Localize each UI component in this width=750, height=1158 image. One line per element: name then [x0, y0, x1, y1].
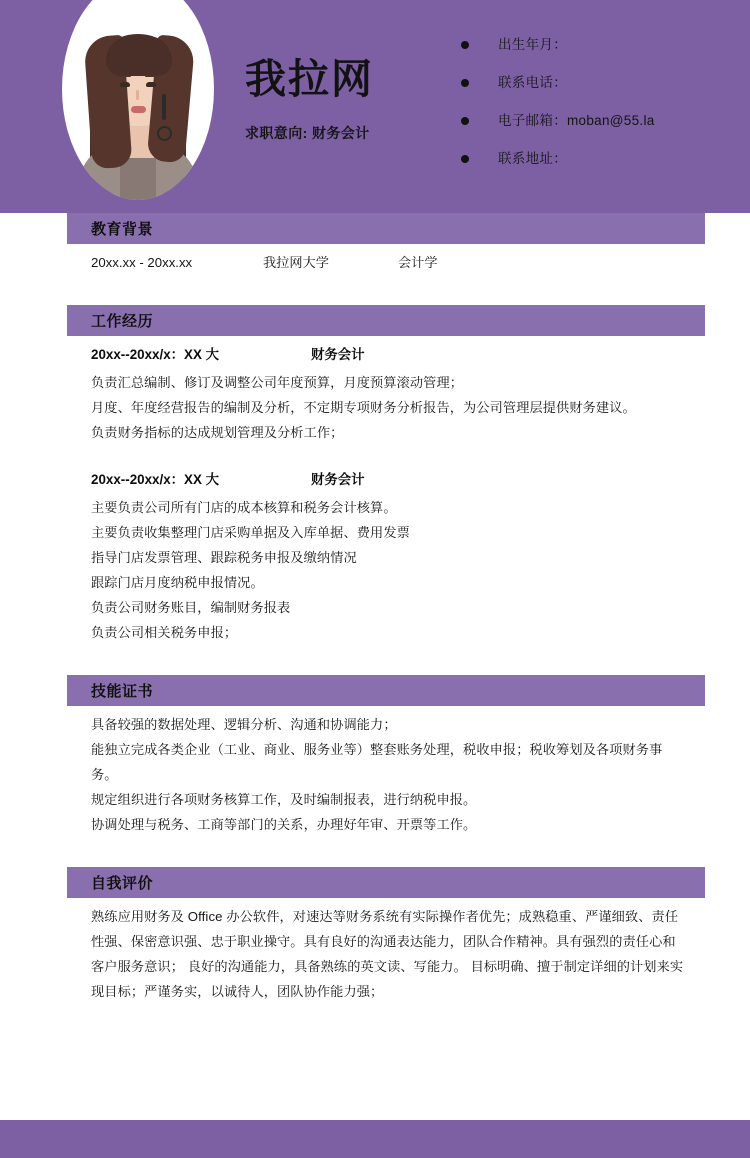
portrait-nose: [136, 90, 139, 100]
job-duty-line: 负责公司财务账目，编制财务报表: [91, 600, 291, 615]
job-entry: [91, 467, 687, 645]
education-school: 我拉网大学: [263, 255, 329, 270]
section-header-self-evaluation: [67, 867, 705, 898]
skill-line: 规定组织进行各项财务核算工作，及时编制报表，进行纳税申报。: [91, 792, 477, 807]
name-block: [245, 58, 455, 143]
person-name: 我拉网: [245, 56, 374, 102]
section-content-skills: [91, 706, 687, 837]
job-duty-line: 负责财务指标的达成规划管理及分析工作；: [91, 425, 344, 440]
section-header-skills: [67, 675, 705, 706]
section-header-work: [67, 305, 705, 336]
spacer: [0, 275, 750, 305]
section-content-education: [91, 244, 687, 275]
header-banner: [0, 0, 750, 213]
job-duty-line: 负责汇总编制、修订及调整公司年度预算，月度预算滚动管理；: [91, 375, 464, 390]
portrait-lips: [131, 106, 146, 113]
section-content-work: [91, 336, 687, 645]
section-header-education: [67, 213, 705, 244]
contact-list: [461, 34, 731, 186]
portrait-eyebrow-left: [118, 75, 131, 77]
skill-line: 协调处理与税务、工商等部门的关系，办理好年审、开票等工作。: [91, 817, 477, 832]
contact-label-phone: 联系电话：: [498, 75, 567, 90]
footer-banner: [0, 1120, 750, 1158]
spacer: [0, 645, 750, 675]
bullet-dot-icon: [461, 155, 469, 163]
skill-line: 能独立完成各类企业（工业、商业、服务业等）整套账务处理，税收申报；税收筹划及各项财务事务。: [91, 742, 663, 782]
job-period: 20xx--20xx/x：XX 大: [91, 347, 220, 362]
contact-item-address: [461, 148, 731, 186]
resume-body: [0, 213, 750, 1004]
section-self-evaluation: [0, 867, 750, 1004]
portrait-eye-left: [120, 82, 130, 87]
job-period: 20xx--20xx/x：XX 大: [91, 472, 220, 487]
portrait-ring-accessory: [157, 126, 172, 141]
contact-item-phone: [461, 72, 731, 110]
section-skills: [0, 675, 750, 837]
job-duty-line: 指导门店发票管理、跟踪税务申报及缴纳情况: [91, 550, 357, 565]
spacer: [0, 837, 750, 867]
job-title: 财务会计: [311, 347, 365, 362]
avatar: [62, 0, 214, 200]
contact-label-birthdate: 出生年月：: [498, 37, 567, 52]
portrait-fringe: [106, 36, 172, 76]
education-row: [91, 250, 687, 275]
portrait-photo: [62, 0, 214, 200]
section-title-work: 工作经历: [91, 313, 154, 330]
job-duty-line: 负责公司相关税务申报；: [91, 625, 238, 640]
contact-label-address: 联系地址：: [498, 151, 567, 166]
education-major: 会计学: [398, 255, 438, 270]
section-content-self-evaluation: [91, 898, 687, 1004]
self-evaluation-text: 熟练应用财务及 Office 办公软件，对速达等财务系统有实际操作者优先；成熟稳重、严谨细致、责任性强、保密意识强、忠于职业操守。具有良好的沟通表达能力，团队合作精神。具有强烈的责任心和客户服务意识； 良好的沟通能力，具备熟练的英文读、写能力。 目标明确、擅于制定详细的计划来实现目标；严谨务实，以诚待人，团队协作能力强；: [91, 909, 684, 999]
job-entry: [91, 342, 687, 445]
education-dates: 20xx.xx - 20xx.xx: [91, 255, 193, 270]
job-duty-line: 主要负责收集整理门店采购单据及入库单据、费用发票: [91, 525, 410, 540]
contact-label-email: 电子邮箱：moban@55.la: [498, 113, 655, 128]
spacer: [91, 445, 687, 467]
job-title: 财务会计: [311, 472, 365, 487]
bullet-dot-icon: [461, 117, 469, 125]
section-title-skills: 技能证书: [91, 683, 154, 700]
section-work-experience: [0, 305, 750, 645]
job-duty-line: 跟踪门店月度纳税申报情况。: [91, 575, 264, 590]
skill-line: 具备较强的数据处理、逻辑分析、沟通和协调能力；: [91, 717, 397, 732]
portrait-eyebrow-right: [145, 75, 158, 77]
portrait-eye-right: [146, 82, 156, 87]
section-title-education: 教育背景: [91, 221, 154, 238]
contact-item-birthdate: [461, 34, 731, 72]
job-duty-line: 主要负责公司所有门店的成本核算和税务会计核算。: [91, 500, 397, 515]
contact-item-email: [461, 110, 731, 148]
section-title-self-evaluation: 自我评价: [91, 875, 154, 892]
section-education: [0, 213, 750, 275]
job-heading-row: [91, 342, 687, 368]
job-heading-row: [91, 467, 687, 493]
portrait-earring: [162, 94, 166, 120]
bullet-dot-icon: [461, 79, 469, 87]
job-duty-line: 月度、年度经营报告的编制及分析，不定期专项财务分析报告，为公司管理层提供财务建议。: [91, 400, 636, 415]
job-objective: 求职意向: 财务会计: [245, 125, 370, 142]
bullet-dot-icon: [461, 41, 469, 49]
